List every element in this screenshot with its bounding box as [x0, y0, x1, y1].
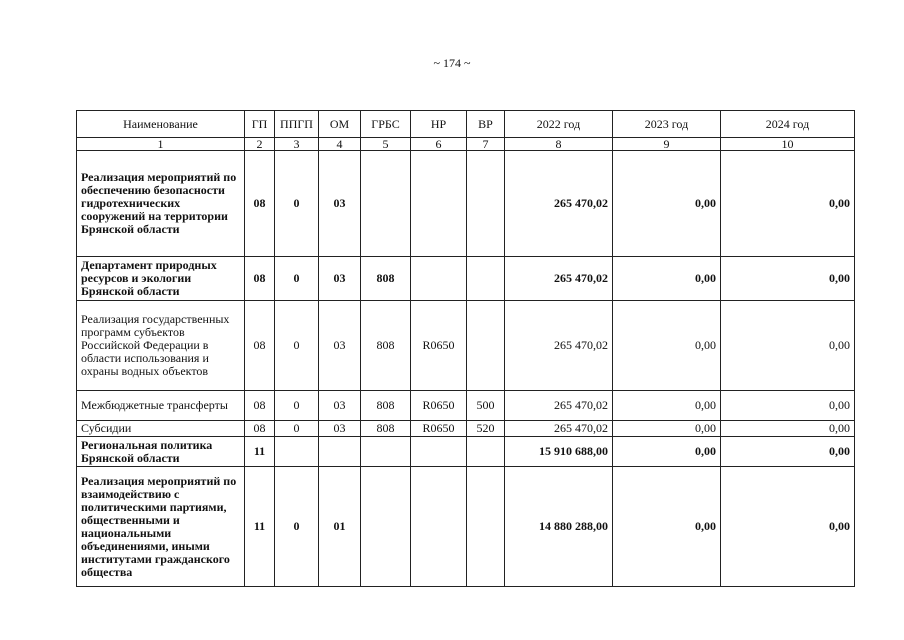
cell-nr [411, 151, 467, 257]
table-row [77, 257, 855, 301]
cell-om: 03 [319, 421, 361, 437]
cell-gp: 08 [245, 301, 275, 391]
cell-grbs [361, 151, 411, 257]
row-name: Реализация мероприятий по взаимодействию с политическими партиями, общественными и национальными объединениями, иными институтами гражданского общества [77, 467, 245, 587]
table-row [77, 467, 855, 587]
cell-nr: R0650 [411, 301, 467, 391]
row-name: Субсидии [77, 421, 245, 437]
cell-ppgp: 0 [275, 421, 319, 437]
cell-ppgp: 0 [275, 391, 319, 421]
header-cell: ОМ [319, 111, 361, 138]
cell-vr [467, 437, 505, 467]
header-cell: Наименование [77, 111, 245, 138]
header-cell: ППГП [275, 111, 319, 138]
cell-om: 03 [319, 301, 361, 391]
cell-2024: 0,00 [721, 301, 855, 391]
cell-gp: 08 [245, 421, 275, 437]
cell-vr [467, 257, 505, 301]
row-name: Региональная политика Брянской области [77, 437, 245, 467]
cell-ppgp: 0 [275, 467, 319, 587]
cell-2022: 265 470,02 [505, 301, 613, 391]
header-cell: ГРБС [361, 111, 411, 138]
header-row [77, 111, 855, 138]
row-name: Реализация мероприятий по обеспечению безопасности гидротехнических сооружений на территории Брянской области [77, 151, 245, 257]
cell-nr [411, 257, 467, 301]
cell-gp: 08 [245, 257, 275, 301]
header-cell: 2022 год [505, 111, 613, 138]
table-row [77, 301, 855, 391]
cell-2023: 0,00 [613, 391, 721, 421]
column-number: 3 [275, 138, 319, 151]
cell-2022: 265 470,02 [505, 257, 613, 301]
header-cell: 2023 год [613, 111, 721, 138]
cell-gp: 11 [245, 437, 275, 467]
column-number-row [77, 138, 855, 151]
budget-table [76, 110, 855, 587]
cell-ppgp [275, 437, 319, 467]
cell-nr: R0650 [411, 421, 467, 437]
column-number: 9 [613, 138, 721, 151]
table-row [77, 151, 855, 257]
row-name: Реализация государственных программ субъектов Российской Федерации в области использования и охраны водных объектов [77, 301, 245, 391]
table-row [77, 421, 855, 437]
cell-vr [467, 467, 505, 587]
cell-2022: 15 910 688,00 [505, 437, 613, 467]
cell-2024: 0,00 [721, 151, 855, 257]
cell-2022: 265 470,02 [505, 151, 613, 257]
cell-2022: 265 470,02 [505, 391, 613, 421]
header-cell: ВР [467, 111, 505, 138]
cell-ppgp: 0 [275, 151, 319, 257]
header-cell: НР [411, 111, 467, 138]
cell-om: 03 [319, 151, 361, 257]
cell-2024: 0,00 [721, 421, 855, 437]
cell-gp: 08 [245, 151, 275, 257]
cell-grbs: 808 [361, 301, 411, 391]
column-number: 1 [77, 138, 245, 151]
table-row [77, 391, 855, 421]
page-number: ~ 174 ~ [433, 56, 471, 70]
header-cell: 2024 год [721, 111, 855, 138]
cell-2023: 0,00 [613, 301, 721, 391]
cell-2024: 0,00 [721, 391, 855, 421]
cell-2023: 0,00 [613, 151, 721, 257]
cell-2024: 0,00 [721, 437, 855, 467]
column-number: 6 [411, 138, 467, 151]
row-name: Межбюджетные трансферты [77, 391, 245, 421]
cell-2023: 0,00 [613, 257, 721, 301]
column-number: 10 [721, 138, 855, 151]
cell-grbs [361, 467, 411, 587]
cell-nr [411, 437, 467, 467]
cell-vr: 500 [467, 391, 505, 421]
table-row [77, 437, 855, 467]
cell-grbs: 808 [361, 257, 411, 301]
column-number: 8 [505, 138, 613, 151]
cell-ppgp: 0 [275, 257, 319, 301]
cell-2024: 0,00 [721, 467, 855, 587]
cell-grbs: 808 [361, 421, 411, 437]
cell-gp: 08 [245, 391, 275, 421]
cell-grbs: 808 [361, 391, 411, 421]
cell-2023: 0,00 [613, 421, 721, 437]
cell-vr [467, 151, 505, 257]
row-name: Департамент природных ресурсов и экологии Брянской области [77, 257, 245, 301]
cell-2023: 0,00 [613, 437, 721, 467]
cell-om [319, 437, 361, 467]
cell-om: 01 [319, 467, 361, 587]
cell-vr: 520 [467, 421, 505, 437]
cell-vr [467, 301, 505, 391]
column-number: 4 [319, 138, 361, 151]
column-number: 7 [467, 138, 505, 151]
cell-om: 03 [319, 391, 361, 421]
cell-ppgp: 0 [275, 301, 319, 391]
cell-om: 03 [319, 257, 361, 301]
cell-2022: 14 880 288,00 [505, 467, 613, 587]
cell-nr: R0650 [411, 391, 467, 421]
cell-2024: 0,00 [721, 257, 855, 301]
cell-nr [411, 467, 467, 587]
cell-gp: 11 [245, 467, 275, 587]
column-number: 2 [245, 138, 275, 151]
column-number: 5 [361, 138, 411, 151]
cell-2022: 265 470,02 [505, 421, 613, 437]
header-cell: ГП [245, 111, 275, 138]
cell-grbs [361, 437, 411, 467]
cell-2023: 0,00 [613, 467, 721, 587]
